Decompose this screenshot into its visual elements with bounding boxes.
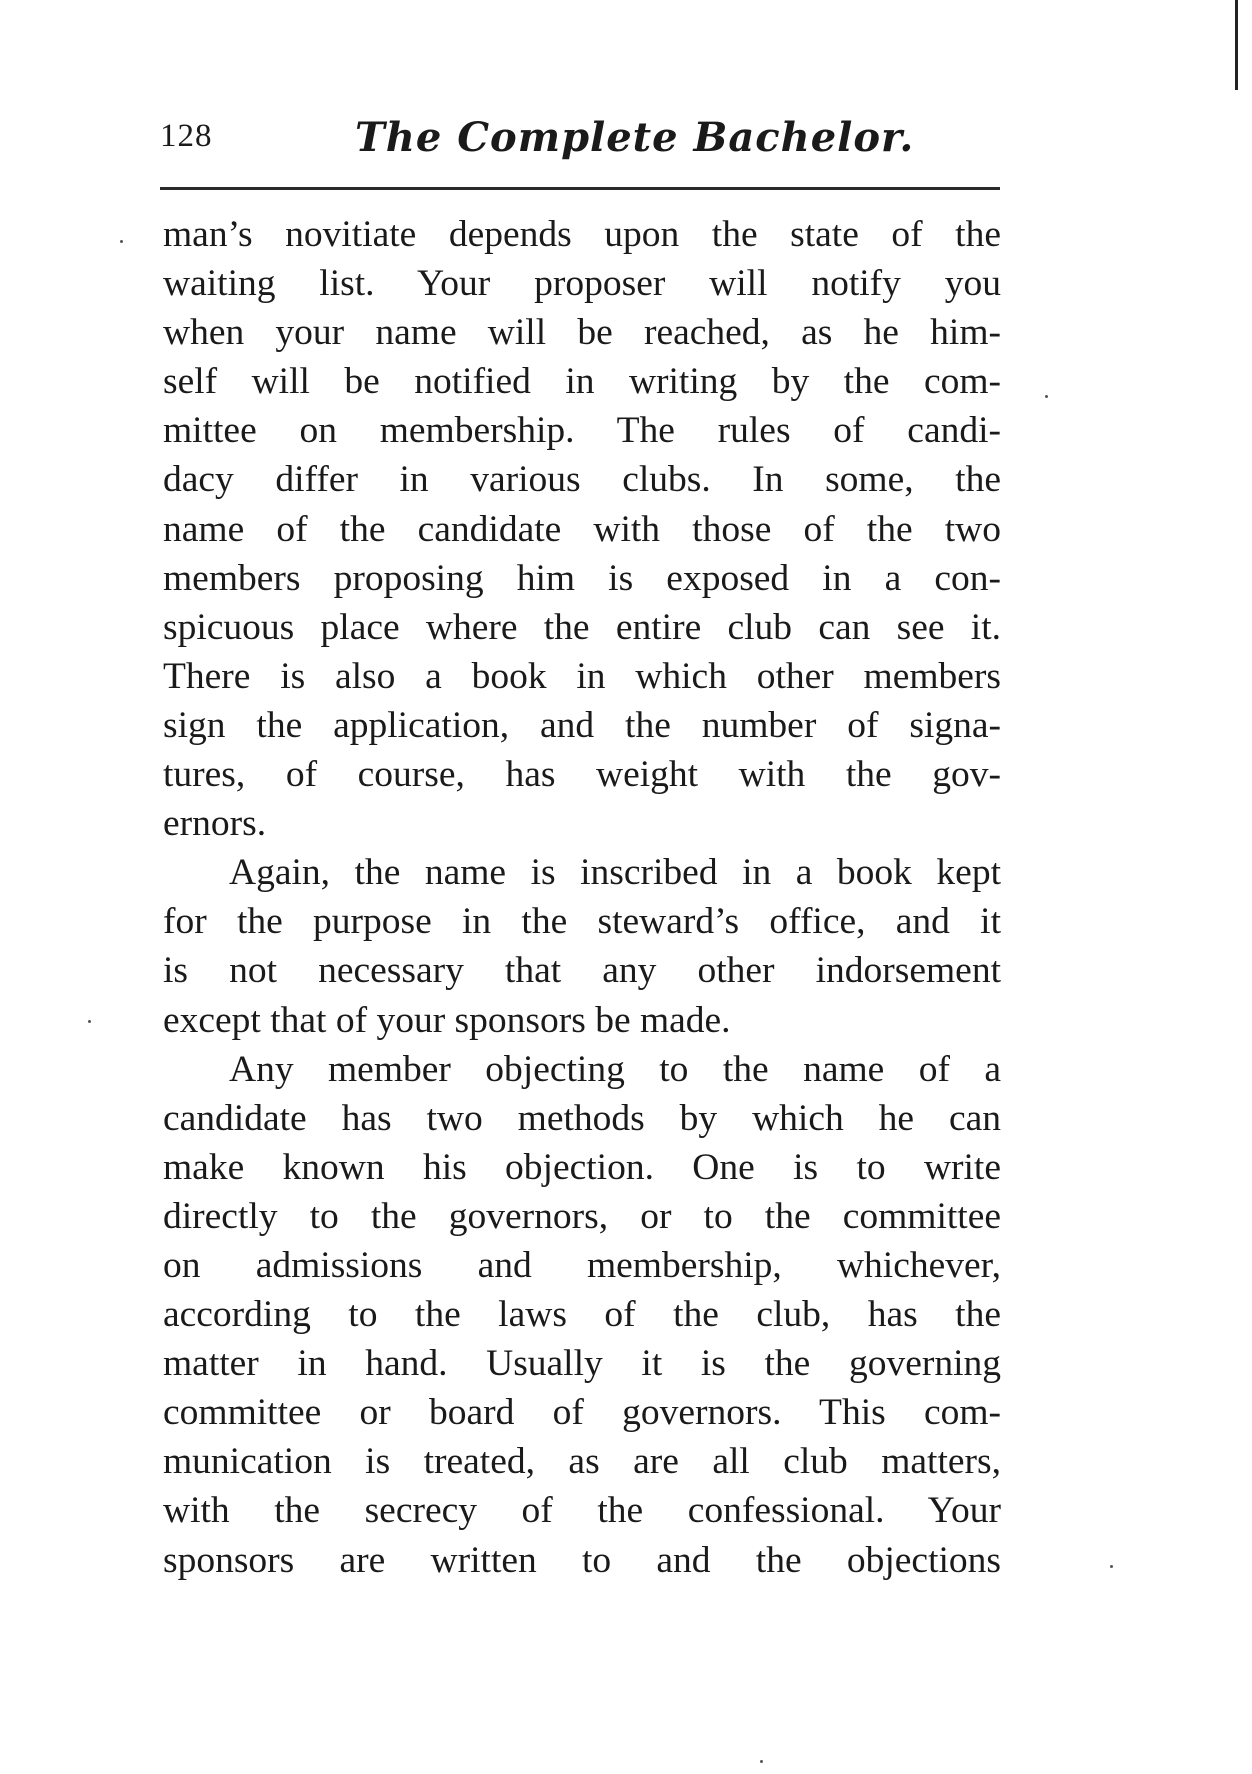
body-text [163, 210, 1001, 1585]
text-line: is not necessary that any other indorsement [163, 950, 1001, 992]
text-line: spicuous place where the entire club can see it. [163, 606, 1001, 648]
text-line: self will be notified in writing by the com- [163, 361, 1001, 403]
scan-speck [760, 1760, 763, 1763]
text-line: munication is treated, as are all club matters, [163, 1441, 1001, 1483]
page-number: 128 [160, 118, 213, 154]
text-line: Again, the name is inscribed in a book kept [229, 852, 1001, 894]
text-line: candidate has two methods by which he can [163, 1097, 1001, 1139]
scan-speck [120, 240, 123, 243]
text-line: ernors. [163, 803, 267, 845]
text-line: make known his objection. One is to write [163, 1146, 1001, 1188]
scan-speck [1110, 1565, 1113, 1568]
text-line: sponsors are written to and the objections [163, 1539, 1001, 1581]
scan-edge-mark [1235, 0, 1238, 90]
running-title: The Complete Bachelor. [355, 114, 915, 161]
text-line: committee or board of governors. This com- [163, 1392, 1001, 1434]
text-line: according to the laws of the club, has the [163, 1294, 1001, 1336]
scan-speck [88, 1020, 91, 1023]
header-rule [160, 187, 1000, 190]
text-line: Any member objecting to the name of a [229, 1048, 1001, 1090]
text-line: except that of your sponsors be made. [163, 999, 731, 1041]
text-line: man’s novitiate depends upon the state of the [163, 214, 1001, 255]
text-line: for the purpose in the steward’s office, and it [163, 901, 1001, 943]
text-line: members proposing him is exposed in a con- [163, 557, 1001, 599]
text-line: waiting list. Your proposer will notify you [163, 263, 1001, 305]
text-line: There is also a book in which other members [163, 655, 1001, 697]
text-line: on admissions and membership, whichever, [163, 1244, 1001, 1286]
text-line: name of the candidate with those of the two [163, 508, 1001, 550]
text-line: matter in hand. Usually it is the governing [163, 1343, 1001, 1385]
text-line: mittee on membership. The rules of candi- [163, 410, 1001, 452]
text-line: with the secrecy of the confessional. Your [163, 1490, 1001, 1532]
page-header [160, 114, 1000, 178]
text-line: sign the application, and the number of signa- [163, 704, 1001, 746]
text-line: dacy differ in various clubs. In some, the [163, 459, 1001, 501]
text-line: when your name will be reached, as he him- [163, 312, 1001, 354]
scan-speck [1045, 395, 1048, 398]
text-line: directly to the governors, or to the committee [163, 1195, 1001, 1237]
text-line: tures, of course, has weight with the gov- [163, 754, 1001, 796]
